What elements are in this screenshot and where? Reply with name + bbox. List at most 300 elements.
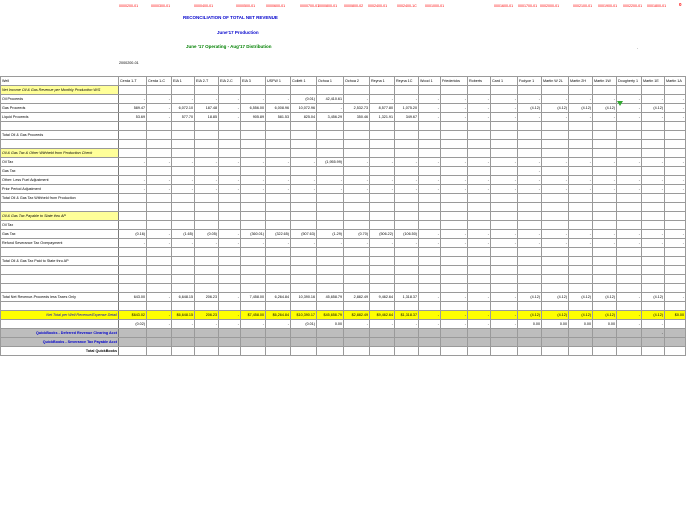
value-cell[interactable] [241, 167, 266, 176]
value-cell[interactable] [419, 86, 441, 95]
value-cell[interactable]: (4.12) [593, 293, 617, 302]
value-cell[interactable]: (4.12) [593, 104, 617, 113]
value-cell[interactable] [317, 140, 344, 149]
value-cell[interactable] [344, 284, 370, 293]
value-cell[interactable]: - [468, 239, 491, 248]
value-cell[interactable]: - [291, 239, 317, 248]
value-cell[interactable]: (4.12) [593, 311, 617, 320]
value-cell[interactable]: - [593, 95, 617, 104]
value-cell[interactable]: - [491, 176, 518, 185]
value-cell[interactable] [419, 284, 441, 293]
value-cell[interactable]: - [395, 320, 419, 329]
value-cell[interactable] [241, 338, 266, 347]
value-cell[interactable] [617, 149, 642, 158]
value-cell[interactable] [419, 248, 441, 257]
value-cell[interactable]: 187.48 [195, 104, 219, 113]
value-cell[interactable] [617, 86, 642, 95]
value-cell[interactable]: - [642, 95, 665, 104]
value-cell[interactable] [542, 140, 569, 149]
value-cell[interactable]: - [441, 158, 468, 167]
value-cell[interactable]: - [195, 185, 219, 194]
value-cell[interactable]: - [642, 176, 665, 185]
value-cell[interactable]: - [419, 293, 441, 302]
value-cell[interactable]: - [317, 239, 344, 248]
value-cell[interactable] [195, 347, 219, 356]
value-cell[interactable] [468, 149, 491, 158]
value-cell[interactable] [617, 167, 642, 176]
value-cell[interactable]: 6,072.10 [172, 104, 195, 113]
value-cell[interactable] [569, 167, 593, 176]
value-cell[interactable] [419, 194, 441, 203]
value-cell[interactable] [468, 203, 491, 212]
value-cell[interactable]: (4.12) [518, 311, 542, 320]
value-cell[interactable] [119, 212, 147, 221]
value-cell[interactable]: 1,321.91 [370, 113, 395, 122]
value-cell[interactable]: - [468, 185, 491, 194]
value-cell[interactable] [219, 347, 241, 356]
value-cell[interactable]: (507.63) [291, 230, 317, 239]
value-cell[interactable] [665, 86, 686, 95]
value-cell[interactable] [569, 149, 593, 158]
value-cell[interactable] [518, 347, 542, 356]
value-cell[interactable]: - [172, 95, 195, 104]
value-cell[interactable] [291, 203, 317, 212]
value-cell[interactable] [491, 284, 518, 293]
value-cell[interactable] [266, 266, 291, 275]
value-cell[interactable] [195, 212, 219, 221]
value-cell[interactable] [219, 149, 241, 158]
value-cell[interactable] [395, 329, 419, 338]
value-cell[interactable]: - [344, 158, 370, 167]
value-cell[interactable] [195, 257, 219, 266]
value-cell[interactable] [195, 338, 219, 347]
value-cell[interactable] [419, 149, 441, 158]
value-cell[interactable]: - [593, 230, 617, 239]
value-cell[interactable] [344, 194, 370, 203]
value-cell[interactable]: - [665, 185, 686, 194]
value-cell[interactable] [195, 221, 219, 230]
value-cell[interactable]: - [441, 239, 468, 248]
value-cell[interactable] [219, 86, 241, 95]
value-cell[interactable] [266, 257, 291, 266]
value-cell[interactable]: - [617, 113, 642, 122]
value-cell[interactable] [491, 302, 518, 311]
value-cell[interactable]: 905.89 [241, 113, 266, 122]
value-cell[interactable] [344, 212, 370, 221]
value-cell[interactable] [518, 86, 542, 95]
value-cell[interactable]: - [119, 185, 147, 194]
value-cell[interactable]: 1,318.37 [395, 293, 419, 302]
value-cell[interactable] [219, 131, 241, 140]
value-cell[interactable] [344, 122, 370, 131]
value-cell[interactable]: (1,955.99) [317, 158, 344, 167]
value-cell[interactable]: - [491, 239, 518, 248]
value-cell[interactable]: - [642, 320, 665, 329]
value-cell[interactable]: - [468, 230, 491, 239]
value-cell[interactable] [617, 275, 642, 284]
value-cell[interactable]: (4.12) [569, 311, 593, 320]
value-cell[interactable] [593, 338, 617, 347]
value-cell[interactable] [370, 212, 395, 221]
value-cell[interactable]: - [665, 230, 686, 239]
value-cell[interactable] [491, 131, 518, 140]
value-cell[interactable] [119, 122, 147, 131]
value-cell[interactable]: - [219, 158, 241, 167]
value-cell[interactable] [642, 257, 665, 266]
value-cell[interactable]: - [542, 95, 569, 104]
value-cell[interactable]: - [195, 320, 219, 329]
value-cell[interactable] [617, 302, 642, 311]
value-cell[interactable] [468, 194, 491, 203]
value-cell[interactable] [419, 221, 441, 230]
value-cell[interactable] [642, 284, 665, 293]
value-cell[interactable] [370, 248, 395, 257]
value-cell[interactable] [344, 203, 370, 212]
value-cell[interactable]: - [119, 95, 147, 104]
value-cell[interactable]: - [395, 176, 419, 185]
value-cell[interactable]: - [119, 239, 147, 248]
value-cell[interactable] [593, 275, 617, 284]
value-cell[interactable]: - [569, 113, 593, 122]
value-cell[interactable]: - [147, 185, 172, 194]
value-cell[interactable] [441, 275, 468, 284]
value-cell[interactable] [593, 221, 617, 230]
value-cell[interactable] [344, 167, 370, 176]
value-cell[interactable]: - [441, 95, 468, 104]
value-cell[interactable] [317, 329, 344, 338]
value-cell[interactable]: - [642, 230, 665, 239]
value-cell[interactable] [518, 338, 542, 347]
value-cell[interactable] [370, 266, 395, 275]
value-cell[interactable]: - [569, 230, 593, 239]
value-cell[interactable] [569, 203, 593, 212]
value-cell[interactable] [593, 194, 617, 203]
value-cell[interactable] [468, 338, 491, 347]
value-cell[interactable]: - [419, 104, 441, 113]
value-cell[interactable]: - [370, 95, 395, 104]
value-cell[interactable]: - [617, 239, 642, 248]
value-cell[interactable]: - [317, 104, 344, 113]
value-cell[interactable] [419, 275, 441, 284]
value-cell[interactable]: (4.12) [569, 104, 593, 113]
value-cell[interactable]: - [241, 95, 266, 104]
value-cell[interactable] [172, 167, 195, 176]
value-cell[interactable]: - [291, 176, 317, 185]
value-cell[interactable] [291, 284, 317, 293]
value-cell[interactable] [266, 194, 291, 203]
value-cell[interactable] [593, 248, 617, 257]
value-cell[interactable]: - [518, 113, 542, 122]
value-cell[interactable] [593, 284, 617, 293]
value-cell[interactable] [195, 86, 219, 95]
value-cell[interactable] [665, 329, 686, 338]
value-cell[interactable]: 1,075.20 [395, 104, 419, 113]
value-cell[interactable]: - [147, 239, 172, 248]
value-cell[interactable] [219, 212, 241, 221]
value-cell[interactable]: - [241, 239, 266, 248]
value-cell[interactable] [542, 86, 569, 95]
value-cell[interactable] [241, 140, 266, 149]
value-cell[interactable] [395, 257, 419, 266]
value-cell[interactable]: - [617, 293, 642, 302]
value-cell[interactable]: - [291, 185, 317, 194]
value-cell[interactable]: $45,658.79 [317, 311, 344, 320]
value-cell[interactable] [317, 248, 344, 257]
value-cell[interactable]: - [542, 113, 569, 122]
value-cell[interactable]: - [419, 113, 441, 122]
value-cell[interactable] [665, 122, 686, 131]
value-cell[interactable] [241, 257, 266, 266]
value-cell[interactable] [370, 284, 395, 293]
value-cell[interactable] [317, 194, 344, 203]
value-cell[interactable]: 581.53 [266, 113, 291, 122]
value-cell[interactable] [518, 194, 542, 203]
value-cell[interactable]: - [266, 320, 291, 329]
value-cell[interactable]: - [344, 185, 370, 194]
value-cell[interactable] [370, 86, 395, 95]
value-cell[interactable]: 6,008.96 [266, 104, 291, 113]
value-cell[interactable] [441, 140, 468, 149]
value-cell[interactable] [441, 221, 468, 230]
value-cell[interactable] [266, 140, 291, 149]
value-cell[interactable] [542, 122, 569, 131]
value-cell[interactable] [147, 275, 172, 284]
value-cell[interactable]: (4.12) [542, 293, 569, 302]
value-cell[interactable] [542, 248, 569, 257]
value-cell[interactable]: - [665, 293, 686, 302]
value-cell[interactable] [665, 347, 686, 356]
value-cell[interactable]: - [219, 239, 241, 248]
value-cell[interactable] [491, 149, 518, 158]
value-cell[interactable] [195, 275, 219, 284]
value-cell[interactable] [219, 257, 241, 266]
value-cell[interactable]: - [617, 104, 642, 113]
value-cell[interactable]: - [419, 320, 441, 329]
value-cell[interactable] [617, 140, 642, 149]
value-cell[interactable]: - [266, 176, 291, 185]
value-cell[interactable]: - [219, 293, 241, 302]
value-cell[interactable] [419, 266, 441, 275]
value-cell[interactable] [518, 329, 542, 338]
value-cell[interactable]: (322.65) [266, 230, 291, 239]
value-cell[interactable]: - [617, 230, 642, 239]
value-cell[interactable] [441, 266, 468, 275]
value-cell[interactable] [172, 248, 195, 257]
value-cell[interactable] [593, 131, 617, 140]
value-cell[interactable] [119, 347, 147, 356]
value-cell[interactable] [195, 167, 219, 176]
value-cell[interactable]: - [266, 158, 291, 167]
value-cell[interactable] [317, 203, 344, 212]
value-cell[interactable]: (106.50) [395, 230, 419, 239]
value-cell[interactable] [219, 275, 241, 284]
value-cell[interactable] [344, 329, 370, 338]
value-cell[interactable] [491, 248, 518, 257]
value-cell[interactable] [266, 329, 291, 338]
value-cell[interactable] [491, 221, 518, 230]
value-cell[interactable] [219, 203, 241, 212]
value-cell[interactable] [441, 257, 468, 266]
value-cell[interactable]: - [219, 311, 241, 320]
value-cell[interactable]: - [344, 239, 370, 248]
value-cell[interactable]: - [219, 95, 241, 104]
value-cell[interactable] [395, 338, 419, 347]
value-cell[interactable] [419, 140, 441, 149]
value-cell[interactable] [172, 203, 195, 212]
value-cell[interactable] [617, 329, 642, 338]
value-cell[interactable] [344, 266, 370, 275]
value-cell[interactable] [518, 284, 542, 293]
value-cell[interactable]: (0.02) [119, 320, 147, 329]
value-cell[interactable] [569, 347, 593, 356]
value-cell[interactable] [642, 275, 665, 284]
value-cell[interactable]: $1,318.37 [395, 311, 419, 320]
value-cell[interactable]: - [241, 176, 266, 185]
value-cell[interactable]: - [172, 185, 195, 194]
value-cell[interactable] [468, 86, 491, 95]
value-cell[interactable] [642, 86, 665, 95]
value-cell[interactable] [419, 257, 441, 266]
value-cell[interactable] [419, 329, 441, 338]
value-cell[interactable] [665, 284, 686, 293]
value-cell[interactable]: $2,882.49 [344, 311, 370, 320]
value-cell[interactable]: - [542, 176, 569, 185]
value-cell[interactable]: 206.23 [195, 293, 219, 302]
value-cell[interactable]: $10,390.17 [291, 311, 317, 320]
value-cell[interactable] [317, 302, 344, 311]
value-cell[interactable] [172, 122, 195, 131]
value-cell[interactable] [395, 194, 419, 203]
value-cell[interactable] [569, 275, 593, 284]
value-cell[interactable] [665, 140, 686, 149]
value-cell[interactable] [542, 329, 569, 338]
value-cell[interactable]: (4.12) [542, 104, 569, 113]
value-cell[interactable] [370, 167, 395, 176]
value-cell[interactable] [642, 131, 665, 140]
value-cell[interactable]: - [468, 320, 491, 329]
value-cell[interactable] [491, 329, 518, 338]
value-cell[interactable]: - [593, 185, 617, 194]
value-cell[interactable]: - [593, 113, 617, 122]
value-cell[interactable]: - [441, 185, 468, 194]
value-cell[interactable] [395, 131, 419, 140]
value-cell[interactable] [119, 302, 147, 311]
value-cell[interactable] [147, 266, 172, 275]
value-cell[interactable]: (4.12) [542, 311, 569, 320]
value-cell[interactable] [291, 338, 317, 347]
value-cell[interactable]: - [147, 113, 172, 122]
value-cell[interactable]: - [569, 239, 593, 248]
value-cell[interactable] [468, 257, 491, 266]
value-cell[interactable] [147, 284, 172, 293]
value-cell[interactable]: 643.00 [119, 293, 147, 302]
value-cell[interactable] [291, 86, 317, 95]
value-cell[interactable]: 10,072.96 [291, 104, 317, 113]
value-cell[interactable] [593, 257, 617, 266]
value-cell[interactable] [665, 131, 686, 140]
value-cell[interactable] [344, 302, 370, 311]
value-cell[interactable]: - [569, 95, 593, 104]
value-cell[interactable] [172, 266, 195, 275]
value-cell[interactable] [172, 338, 195, 347]
value-cell[interactable] [119, 284, 147, 293]
value-cell[interactable]: (4.12) [518, 104, 542, 113]
value-cell[interactable] [317, 266, 344, 275]
value-cell[interactable]: - [266, 185, 291, 194]
value-cell[interactable]: - [518, 239, 542, 248]
value-cell[interactable]: (4.12) [518, 293, 542, 302]
value-cell[interactable] [241, 131, 266, 140]
value-cell[interactable]: - [395, 158, 419, 167]
value-cell[interactable] [468, 122, 491, 131]
value-cell[interactable]: 10,390.16 [291, 293, 317, 302]
value-cell[interactable]: 0.00 [569, 320, 593, 329]
value-cell[interactable]: - [441, 176, 468, 185]
value-cell[interactable] [441, 203, 468, 212]
value-cell[interactable] [491, 140, 518, 149]
value-cell[interactable]: - [195, 239, 219, 248]
value-cell[interactable]: 9,462.64 [370, 293, 395, 302]
value-cell[interactable] [172, 221, 195, 230]
value-cell[interactable] [491, 275, 518, 284]
value-cell[interactable] [370, 275, 395, 284]
value-cell[interactable]: 8,577.80 [370, 104, 395, 113]
value-cell[interactable]: 349.67 [395, 113, 419, 122]
value-cell[interactable] [542, 203, 569, 212]
value-cell[interactable]: - [542, 230, 569, 239]
value-cell[interactable]: 577.70 [172, 113, 195, 122]
value-cell[interactable]: - [219, 230, 241, 239]
value-cell[interactable]: - [147, 320, 172, 329]
value-cell[interactable] [266, 275, 291, 284]
value-cell[interactable]: - [569, 185, 593, 194]
value-cell[interactable] [569, 257, 593, 266]
value-cell[interactable] [266, 131, 291, 140]
value-cell[interactable] [395, 302, 419, 311]
value-cell[interactable] [441, 338, 468, 347]
value-cell[interactable] [395, 266, 419, 275]
value-cell[interactable] [569, 212, 593, 221]
value-cell[interactable] [266, 248, 291, 257]
value-cell[interactable] [468, 212, 491, 221]
value-cell[interactable]: - [665, 239, 686, 248]
value-cell[interactable] [147, 194, 172, 203]
value-cell[interactable]: - [441, 230, 468, 239]
value-cell[interactable] [119, 203, 147, 212]
value-cell[interactable]: - [147, 95, 172, 104]
value-cell[interactable] [291, 329, 317, 338]
value-cell[interactable]: - [617, 185, 642, 194]
value-cell[interactable]: - [491, 95, 518, 104]
value-cell[interactable] [291, 149, 317, 158]
value-cell[interactable] [219, 338, 241, 347]
value-cell[interactable]: - [518, 158, 542, 167]
value-cell[interactable]: - [441, 104, 468, 113]
value-cell[interactable]: (0.70) [344, 230, 370, 239]
value-cell[interactable]: $7,458.00 [241, 311, 266, 320]
value-cell[interactable] [441, 212, 468, 221]
value-cell[interactable] [542, 347, 569, 356]
value-cell[interactable] [172, 131, 195, 140]
value-cell[interactable] [569, 131, 593, 140]
value-cell[interactable]: - [491, 320, 518, 329]
value-cell[interactable] [147, 347, 172, 356]
value-cell[interactable]: $6,648.15 [172, 311, 195, 320]
value-cell[interactable]: - [518, 230, 542, 239]
value-cell[interactable]: 350.46 [344, 113, 370, 122]
value-cell[interactable] [147, 122, 172, 131]
value-cell[interactable] [147, 212, 172, 221]
